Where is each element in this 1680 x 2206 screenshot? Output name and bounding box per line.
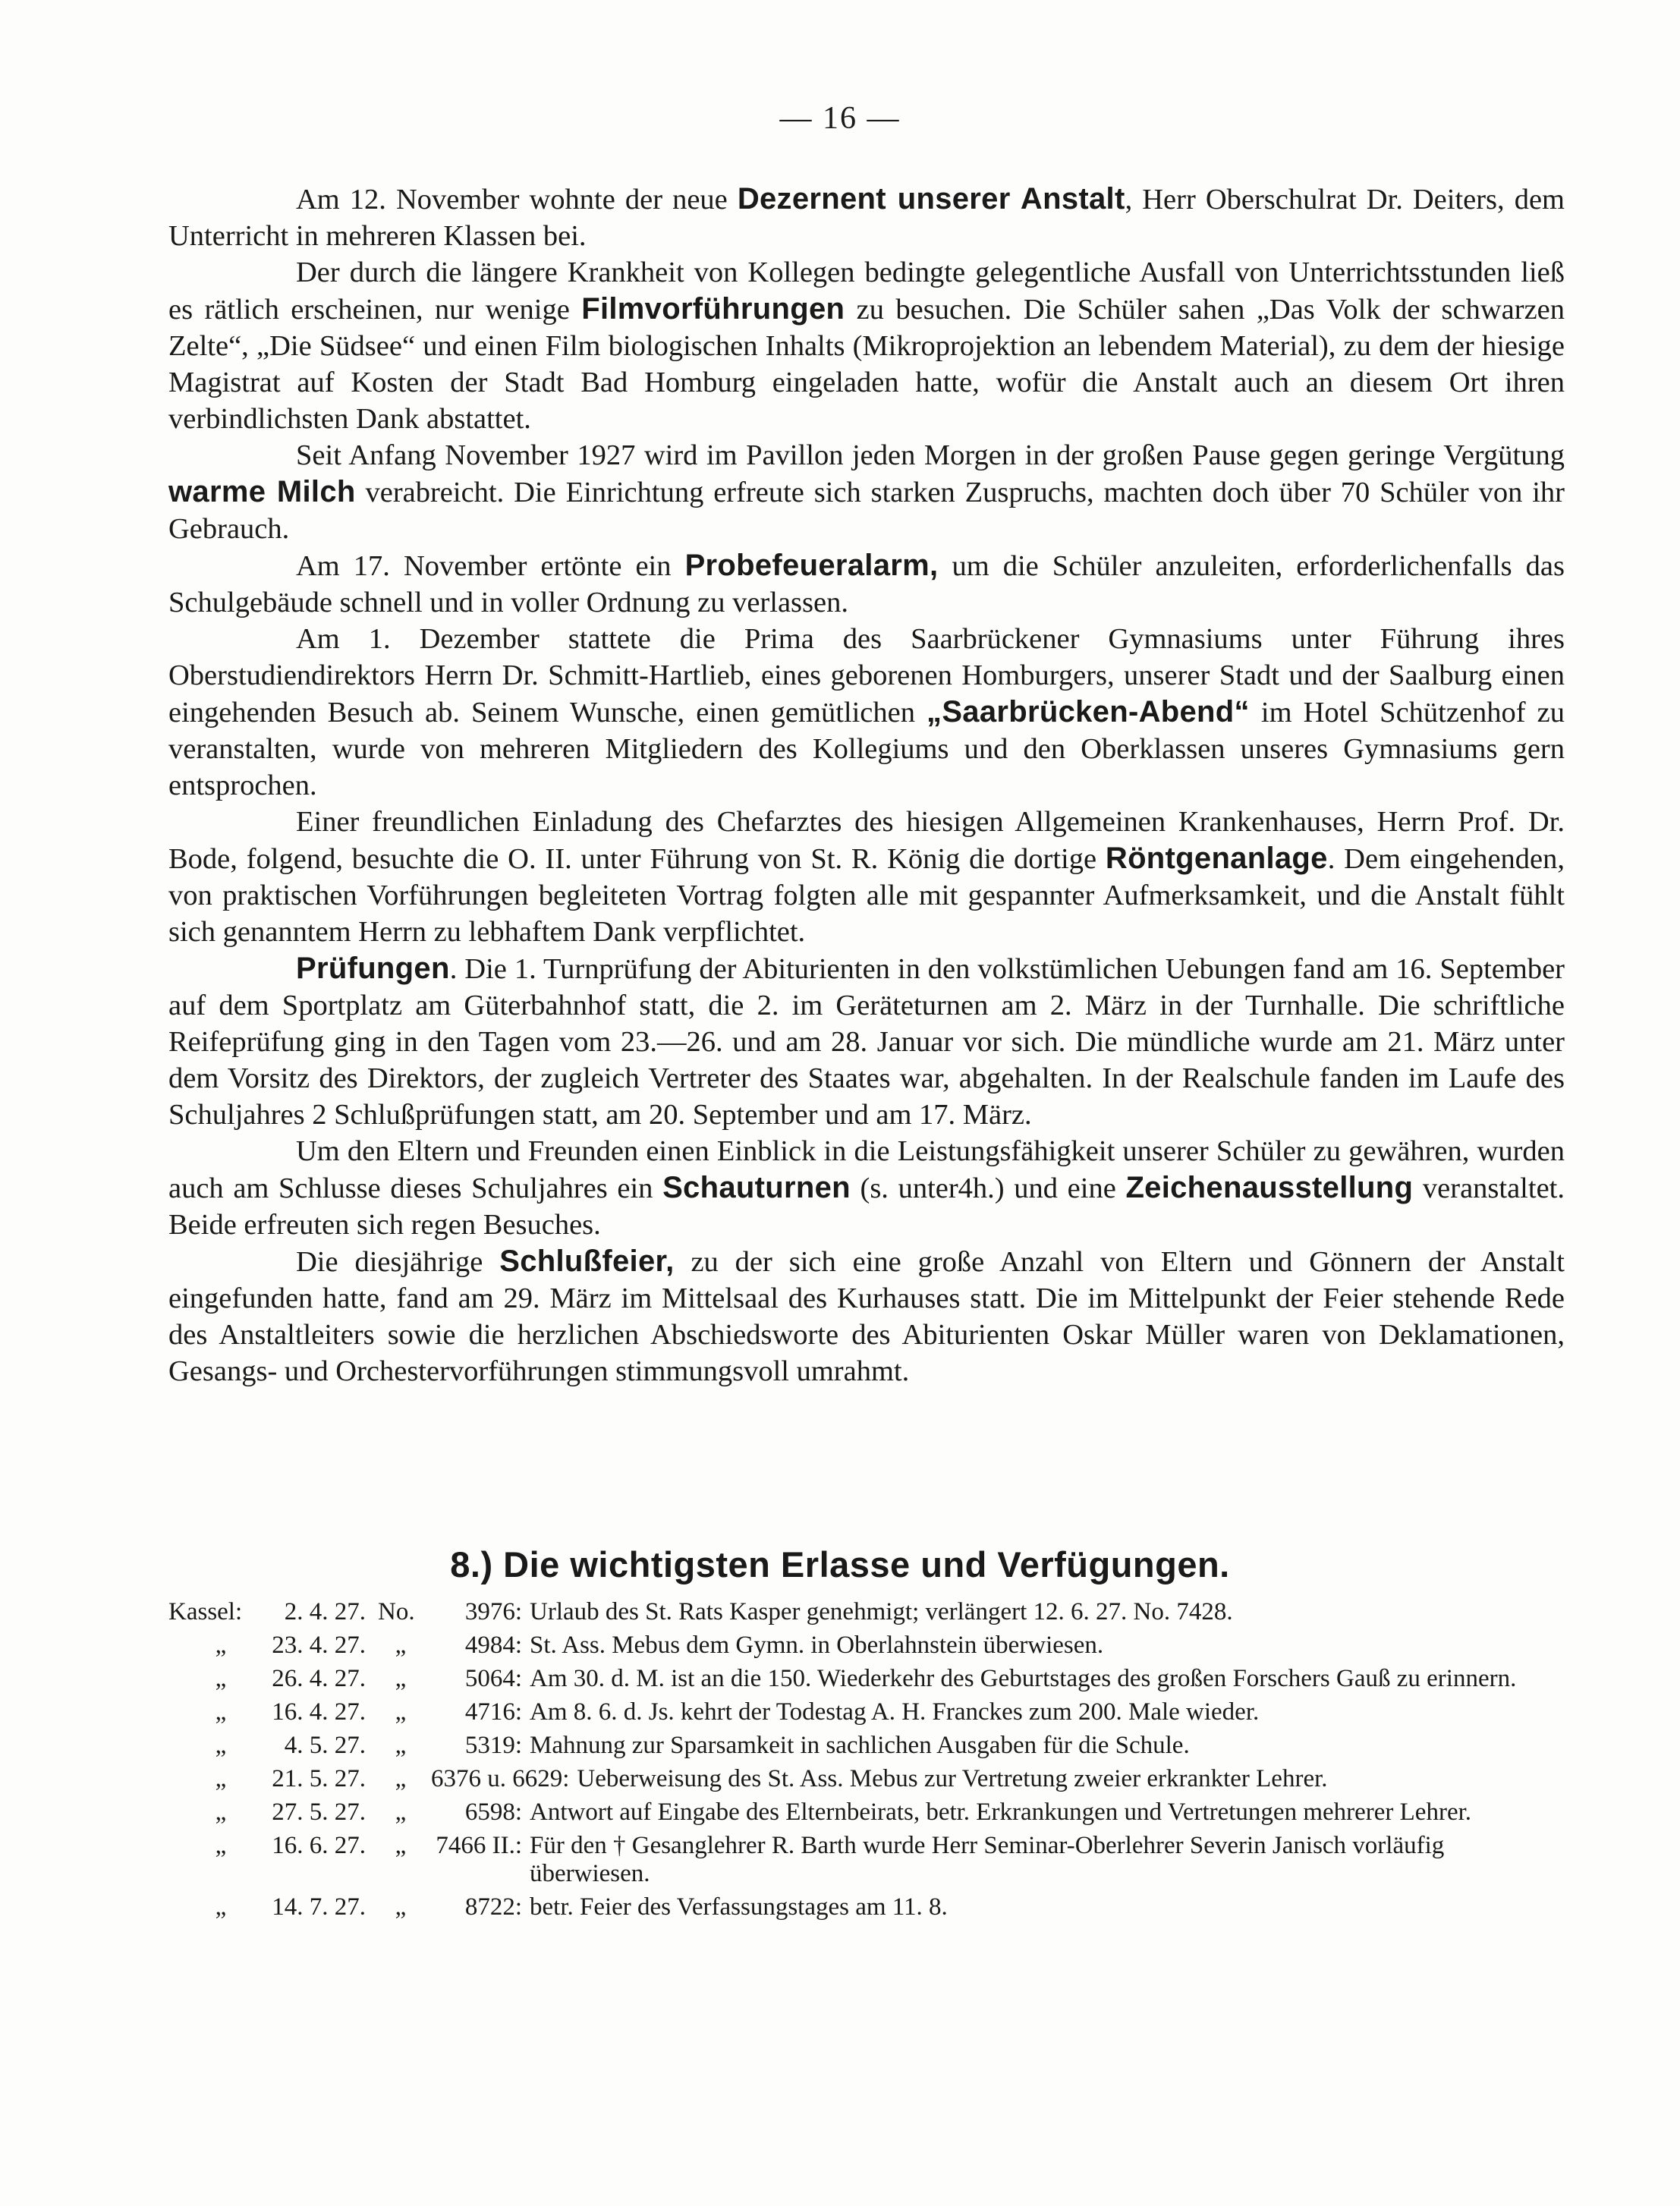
decree-place: „ (215, 1832, 227, 1859)
decree-no-label: „ (395, 1798, 407, 1826)
decree-row (168, 1832, 1568, 1888)
decree-row (168, 1632, 1568, 1660)
decree-number: 6598: (464, 1798, 522, 1826)
paragraph-text: Am 1. Dezember stattete die Prima des Saarbrückener Gymnasiums unter Führung ihres Oberstudiendirektors Herrn Dr. Schmitt-Hartlieb, eines geborenen Homburgers, unserer Stadt und der Saalburg einen eingehenden Besuch ab. Seinem Wunsche, einen gemütlichen (168, 623, 1565, 729)
paragraph-text: , Herr Oberschulrat Dr. Deiters, dem Unterricht in mehreren Klassen bei. (168, 184, 1565, 252)
decree-number: 3976: (464, 1598, 522, 1625)
decree-no-label: „ (395, 1665, 407, 1692)
decree-date: 26. 4. 27. (272, 1665, 366, 1692)
decree-date: 23. 4. 27. (272, 1632, 366, 1659)
decree-no-label: „ (395, 1732, 407, 1759)
paragraph-text: zu besuchen. Die Schüler sahen „Das Volk der schwarzen Zelte“, „Die Südsee“ und einen Film biologischen Inhalts (Mikroprojektion an lebendem Material), zu dem der hiesige Magistrat auf Kosten der Stadt Bad Homburg eingeladen hatte, wofür die Anstalt auch an diesem Ort ihren verbindlichsten Dank abstattet. (168, 294, 1565, 435)
decree-no-label: „ (395, 1765, 407, 1792)
emphasized-term: Probefeueralarm, (684, 549, 939, 582)
paragraph (168, 1243, 1565, 1389)
emphasized-term: Dezernent unserer Anstalt (737, 182, 1125, 216)
decree-text-content: Ueberweisung des St. Ass. Mebus zur Vertretung zweier erkrankter Lehrer. (577, 1765, 1328, 1792)
paragraph-text: . Die 1. Turnprüfung der Abiturienten in den volkstümlichen Uebungen fand am 16. September auf dem Sportplatz am Güterbahnhof statt, die 2. im Geräteturnen am 2. März in der Turnhalle. Die schriftliche Reifeprüfung ging in den Tagen vom 23.—26. und am 28. Januar vor sich. Die mündliche wurde am 21. März unter dem Vorsitz des Direktors, der zugleich Vertreter des Staates war, abgehalten. In der Realschule fanden im Laufe des Schuljahres 2 Schlußprüfungen statt, am 20. September und am 17. März. (168, 953, 1565, 1131)
decree-row (168, 1598, 1568, 1626)
decree-text: Am 30. d. M. ist an die 150. Wiederkehr des Geburtstages des großen Forschers Gauß zu erinnern. (530, 1665, 1517, 1692)
decree-number: 6376 u. 6629: (431, 1765, 570, 1792)
decree-number: 7466 II.: (436, 1832, 522, 1859)
decree-date: 16. 6. 27. (272, 1832, 366, 1859)
decree-place: Kassel: (168, 1598, 243, 1625)
decree-place: „ (215, 1893, 227, 1921)
paragraph-text: Einer freundlichen Einladung des Chefarztes des hiesigen Allgemeinen Krankenhauses, Herrn Prof. Dr. Bode, folgend, besuchte die O. II. unter Führung von St. R. König die dortige (168, 806, 1565, 875)
paragraph-text: (s. unter4h.) und eine (850, 1172, 1126, 1204)
decree-list (168, 1598, 1568, 1927)
decree-place: „ (215, 1765, 227, 1792)
paragraph (168, 547, 1565, 621)
paragraph-text: veranstaltet. Beide erfreuten sich regen Besuches. (168, 1172, 1565, 1241)
emphasized-term: Schlußfeier, (499, 1245, 675, 1278)
emphasized-term: Röntgenanlage (1105, 842, 1328, 875)
paragraph-text: Um den Eltern und Freunden einen Einblick in die Leistungsfähigkeit unserer Schüler zu gewähren, wurden auch am Schlusse dieses Schuljahres ein (168, 1135, 1565, 1204)
paragraph-text: Am 17. November ertönte ein (296, 550, 685, 582)
section-heading: 8.) Die wichtigsten Erlasse und Verfügungen. (450, 1544, 1230, 1584)
decree-text: Am 8. 6. d. Js. kehrt der Todestag A. H. Franckes zum 200. Male wieder. (530, 1698, 1260, 1726)
paragraph-text: Der durch die längere Krankheit von Kollegen bedingte gelegentliche Ausfall von Unterrichtsstunden ließ es rätlich erscheinen, nur wenige (168, 256, 1565, 326)
decree-text: Antwort auf Eingabe des Elternbeirats, betr. Erkrankungen und Vertretungen mehrerer Lehrer. (530, 1798, 1472, 1826)
decree-place: „ (215, 1698, 227, 1726)
emphasized-term: Prüfungen (296, 952, 450, 985)
paragraph (168, 254, 1565, 437)
decree-text: Für den † Gesanglehrer R. Barth wurde Herr Seminar-Oberlehrer Severin Janisch vorläufig überwiesen. (530, 1832, 1445, 1887)
decree-row (168, 1698, 1568, 1726)
paragraph-text: verabreicht. Die Einrichtung erfreute sich starken Zuspruchs, machten doch über 70 Schüler von ihr Gebrauch. (168, 477, 1565, 545)
report-body (168, 181, 1565, 1389)
decree-text: St. Ass. Mebus dem Gymn. in Oberlahnstein überwiesen. (530, 1632, 1104, 1659)
paragraph-text: Am 12. November wohnte der neue (296, 184, 738, 216)
decree-number: 5064: (464, 1665, 522, 1692)
decree-no-label: „ (395, 1698, 407, 1726)
decree-place: „ (215, 1665, 227, 1692)
decree-text: Urlaub des St. Rats Kasper genehmigt; verlängert 12. 6. 27. No. 7428. (530, 1598, 1233, 1625)
decree-date: 14. 7. 27. (272, 1893, 366, 1921)
emphasized-term: warme Milch (168, 475, 356, 508)
emphasized-term: Filmvorführungen (581, 292, 845, 326)
paragraph (168, 804, 1565, 950)
decree-no-label: „ (395, 1632, 407, 1659)
decree-row (168, 1765, 1568, 1793)
paragraph-text: zu der sich eine große Anzahl von Eltern und Gönnern der Anstalt eingefunden hatte, fand am 29. März im Mittelsaal des Kurhauses statt. Die im Mittelpunkt der Feier stehende Rede des Anstaltleiters sowie die herzlichen Abschiedsworte des Abiturienten Oskar Müller waren von Deklamationen, Gesangs- und Orchestervorführungen stimmungsvoll umrahmt. (168, 1246, 1565, 1387)
decree-text (423, 1765, 1568, 1793)
decree-number: 4716: (464, 1698, 522, 1726)
decree-row (168, 1893, 1568, 1921)
decree-date: 27. 5. 27. (272, 1798, 366, 1826)
paragraph-text: im Hotel Schützenhof zu veranstalten, wurde von mehreren Mitgliedern des Kollegiums und den Oberklassen unseres Gymnasiums gern entsprochen. (168, 697, 1565, 801)
decree-row (168, 1665, 1568, 1693)
paragraph-text: . Dem eingehenden, von praktischen Vorführungen begleiteten Vortrag folgten alle mit gespannter Aufmerksamkeit, und die Anstalt fühlt sich genanntem Herrn zu lebhaftem Dank verpflichtet. (168, 843, 1565, 948)
paragraph (168, 181, 1565, 254)
page-number: — 16 — (779, 101, 901, 136)
decree-number: 8722: (464, 1893, 522, 1921)
paragraph-text: Die diesjährige (296, 1246, 500, 1278)
decree-place: „ (215, 1732, 227, 1759)
paragraph-text: um die Schüler anzuleiten, erforderlichenfalls das Schulgebäude schnell und in voller Ordnung zu verlassen. (168, 550, 1565, 618)
decree-no-label: „ (395, 1893, 407, 1921)
emphasized-term: Schauturnen (662, 1171, 851, 1204)
paragraph (168, 1133, 1565, 1243)
paragraph-text: Seit Anfang November 1927 wird im Pavillon jeden Morgen in der großen Pause gegen geringe Vergütung (296, 439, 1565, 471)
paragraph (168, 621, 1565, 804)
decree-place: „ (215, 1632, 227, 1659)
decree-no-label: No. (378, 1598, 415, 1625)
emphasized-term: „Saarbrücken-Abend“ (927, 695, 1250, 729)
paragraph (168, 950, 1565, 1133)
decree-place: „ (215, 1798, 227, 1826)
decree-date: 21. 5. 27. (272, 1765, 366, 1792)
decree-text: betr. Feier des Verfassungstages am 11. 8. (530, 1893, 948, 1921)
decree-date: 2. 4. 27. (284, 1598, 366, 1625)
emphasized-term: Zeichenausstellung (1125, 1171, 1414, 1204)
decree-number: 5319: (464, 1732, 522, 1759)
decree-date: 16. 4. 27. (272, 1698, 366, 1726)
decree-text: Mahnung zur Sparsamkeit in sachlichen Ausgaben für die Schule. (530, 1732, 1190, 1759)
paragraph (168, 437, 1565, 547)
decree-no-label: „ (395, 1832, 407, 1859)
decree-row (168, 1732, 1568, 1760)
decree-date: 4. 5. 27. (284, 1732, 366, 1759)
decree-row (168, 1798, 1568, 1827)
decree-number: 4984: (464, 1632, 522, 1659)
